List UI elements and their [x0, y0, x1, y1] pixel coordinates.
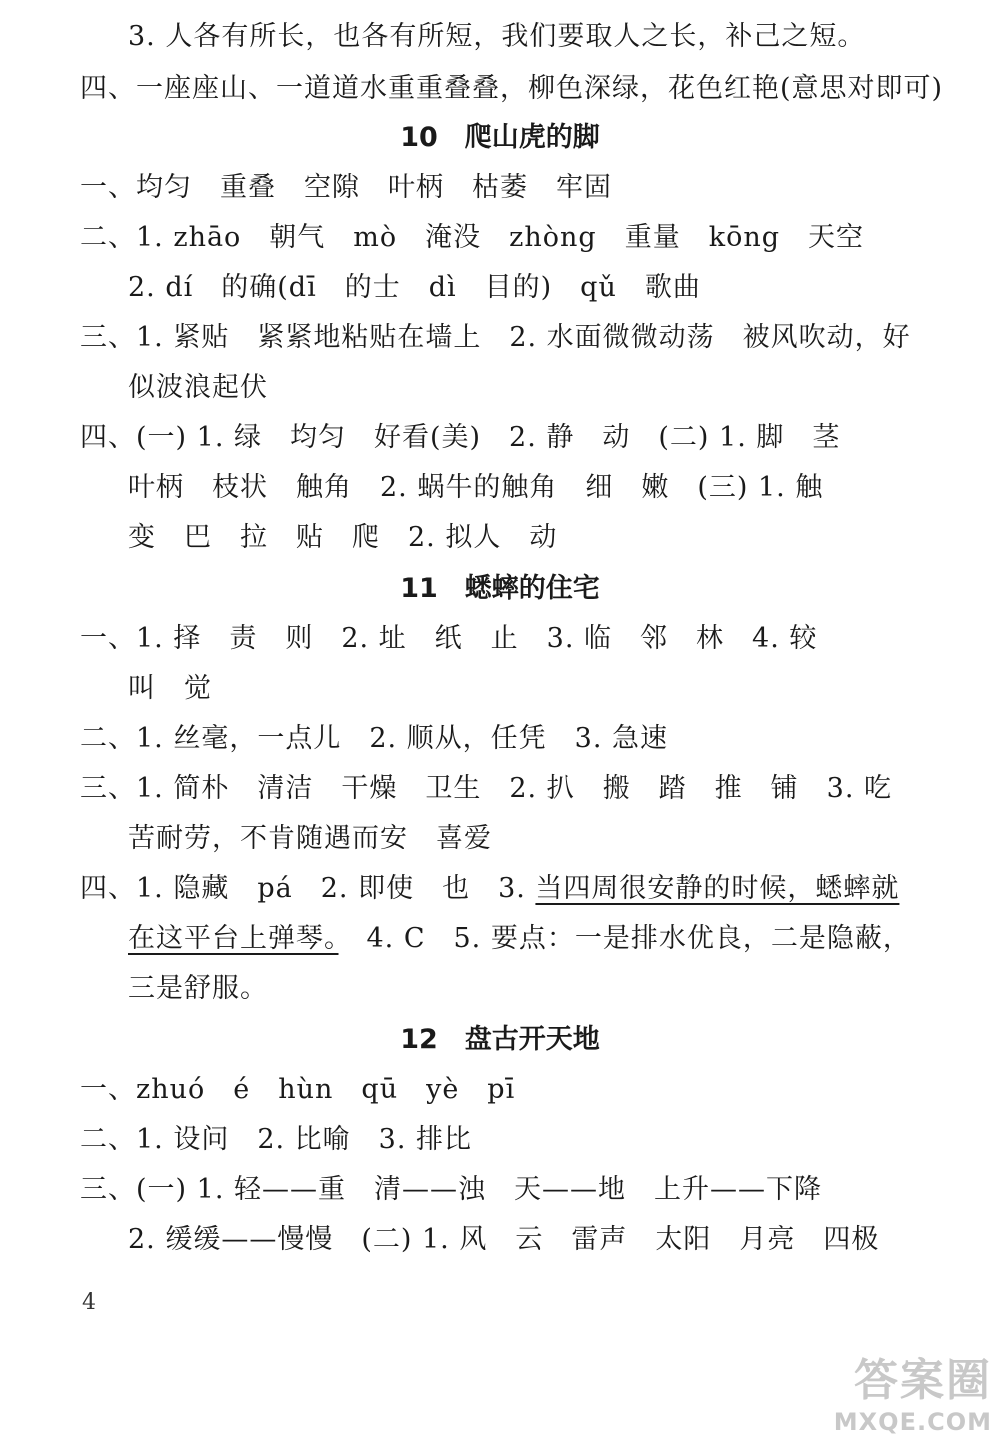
watermark-title: 答案圈 [854, 1355, 992, 1406]
answer-line: 三是舒服。 [128, 973, 268, 1004]
answer-line: 似波浪起伏 [128, 372, 268, 403]
answer-line: 2. 缓缓——慢慢 (二) 1. 风 云 雷声 太阳 月亮 四极 [128, 1224, 880, 1255]
answer-line: 叫 觉 [128, 673, 212, 704]
answer-line: 叶柄 枝状 触角 2. 蜗牛的触角 细 嫩 (三) 1. 触 [128, 472, 824, 503]
answer-line: 苦耐劳，不肯随遇而安 喜爱 [128, 823, 492, 854]
underlined-answer: 在这平台上弹琴。 [128, 923, 339, 954]
lesson-title: 10 爬山虎的脚 [400, 122, 600, 153]
answer-text: 4. C 5. 要点：一是排水优良，二是隐蔽， [338, 923, 911, 954]
watermark [834, 1344, 992, 1436]
answer-line: 2. dí 的确(dī 的士 dì 目的) qǔ 歌曲 [128, 272, 701, 303]
answer-text: 四、1. 隐藏 pá 2. 即使 也 3. [80, 873, 536, 904]
answer-line: 二、1. zhāo 朝气 mò 淹没 zhòng 重量 kōng 天空 [80, 222, 864, 253]
answer-line [80, 872, 899, 906]
answer-line: 二、1. 丝毫，一点儿 2. 顺从，任凭 3. 急速 [80, 723, 669, 754]
underlined-answer: 当四周很安静的时候，蟋蟀就 [535, 873, 900, 904]
answer-line: 一、均匀 重叠 空隙 叶柄 枯萎 牢固 [80, 172, 612, 203]
answer-line: 二、1. 设问 2. 比喻 3. 排比 [80, 1124, 473, 1155]
answer-line: 三、1. 紧贴 紧紧地粘贴在墙上 2. 水面微微动荡 被风吹动，好 [80, 322, 911, 353]
page-number: 4 [82, 1290, 96, 1315]
answer-line: 3. 人各有所长，也各有所短，我们要取人之长，补己之短。 [128, 21, 866, 52]
answer-line: 变 巴 拉 贴 爬 2. 拟人 动 [128, 522, 558, 553]
answer-line [128, 922, 911, 956]
answer-line: 三、1. 简朴 清洁 干燥 卫生 2. 扒 搬 踏 推 铺 3. 吃 [80, 773, 893, 804]
answer-line: 一、1. 择 责 则 2. 址 纸 止 3. 临 邻 林 4. 较 [80, 623, 818, 654]
watermark-url: MXQE.COM [833, 1408, 992, 1436]
answer-line: 一、zhuó é hùn qū yè pī [80, 1074, 516, 1105]
answer-line: 四、一座座山、一道道水重重叠叠，柳色深绿，花色红艳(意思对即可) [80, 73, 944, 104]
lesson-title: 12 盘古开天地 [400, 1024, 600, 1055]
lesson-title: 11 蟋蟀的住宅 [400, 573, 600, 604]
answer-line: 四、(一) 1. 绿 均匀 好看(美) 2. 静 动 (二) 1. 脚 茎 [80, 422, 841, 453]
answer-line: 三、(一) 1. 轻——重 清——浊 天——地 上升——下降 [80, 1174, 822, 1205]
